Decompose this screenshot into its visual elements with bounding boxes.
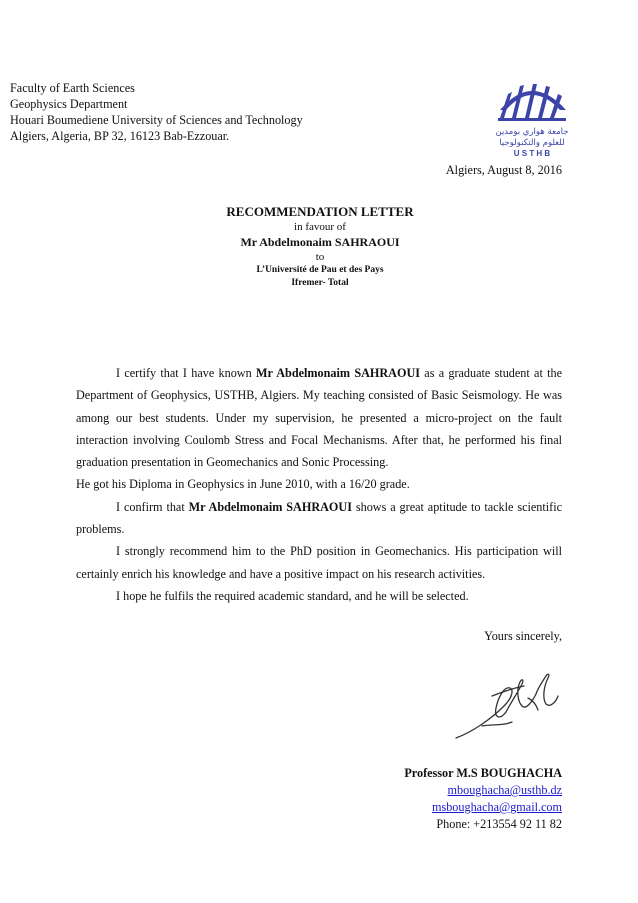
body-p3-text-a: I confirm that (116, 499, 189, 514)
body-paragraph-5: I hope he fulfils the required academic standard, and he will be selected. (116, 588, 469, 603)
email-link-1[interactable]: mboughacha@usthb.dz (447, 783, 562, 797)
body-paragraph-3 (76, 496, 562, 541)
logo-arabic-line2: للعلوم والتكنولوجيا (499, 138, 565, 148)
closing-salutation: Yours sincerely, (484, 629, 562, 643)
handwritten-signature (452, 668, 562, 744)
candidate-name: Mr Abdelmonaim SAHRAOUI (240, 235, 400, 249)
signatory-phone: Phone: +213554 92 11 82 (436, 817, 562, 831)
body-p1-name: Mr Abdelmonaim SAHRAOUI (255, 366, 421, 380)
sender-faculty: Faculty of Earth Sciences (10, 81, 135, 95)
body-p3-text-b: shows a great aptitude to tackle scientific problems. (76, 499, 563, 537)
in-favour-of: in favour of (294, 221, 346, 233)
letter-title: RECOMMENDATION LETTER (226, 204, 414, 219)
sender-address (10, 80, 303, 144)
letter-body (76, 362, 562, 607)
signatory-block (404, 765, 562, 833)
logo-arabic-line1: جامعة هواري بومدين (495, 127, 569, 137)
signatory-name: Professor M.S BOUGHACHA (404, 766, 562, 780)
sender-department: Geophysics Department (10, 97, 128, 111)
recipient-institution-line2: Ifremer- Total (291, 278, 349, 288)
sender-university: Houari Boumediene University of Sciences and Technology (10, 113, 303, 127)
body-paragraph-4: I strongly recommend him to the PhD position in Geomechanics. His participation will certainly enrich his knowledge and have a positive impact on his research activities. (76, 544, 562, 581)
to-label: to (315, 251, 325, 263)
body-p1-text-a: I certify that I have known (116, 366, 256, 380)
body-paragraph-1 (76, 362, 562, 473)
body-p1-text-b: as a graduate student at the Department of Geophysics, USTHB, Algiers. My teaching consisted of Basic Seismology. He was among our best students. Under my supervision, he presented a micro-project on the fault interaction involving Coulomb Stress and Focal Mechanisms. After that, he performed his final graduation presentation in Geomechanics and Sonic Processing. (76, 366, 563, 470)
usthb-logo (486, 70, 578, 160)
body-p3-name: Mr Abdelmonaim SAHRAOUI (188, 499, 352, 514)
email-link-2[interactable]: msboughacha@gmail.com (431, 800, 562, 814)
letter-date: Algiers, August 8, 2016 (445, 163, 562, 177)
body-paragraph-2: He got his Diploma in Geophysics in June 2010, with a 16/20 grade. (76, 477, 410, 492)
sender-postal-address: Algiers, Algeria, BP 32, 16123 Bab-Ezzouar. (10, 129, 230, 143)
recipient-institution: L’Université de Pau et des Pays (256, 265, 384, 275)
title-block (130, 204, 510, 290)
logo-latin-text: U S T H B (513, 149, 551, 158)
